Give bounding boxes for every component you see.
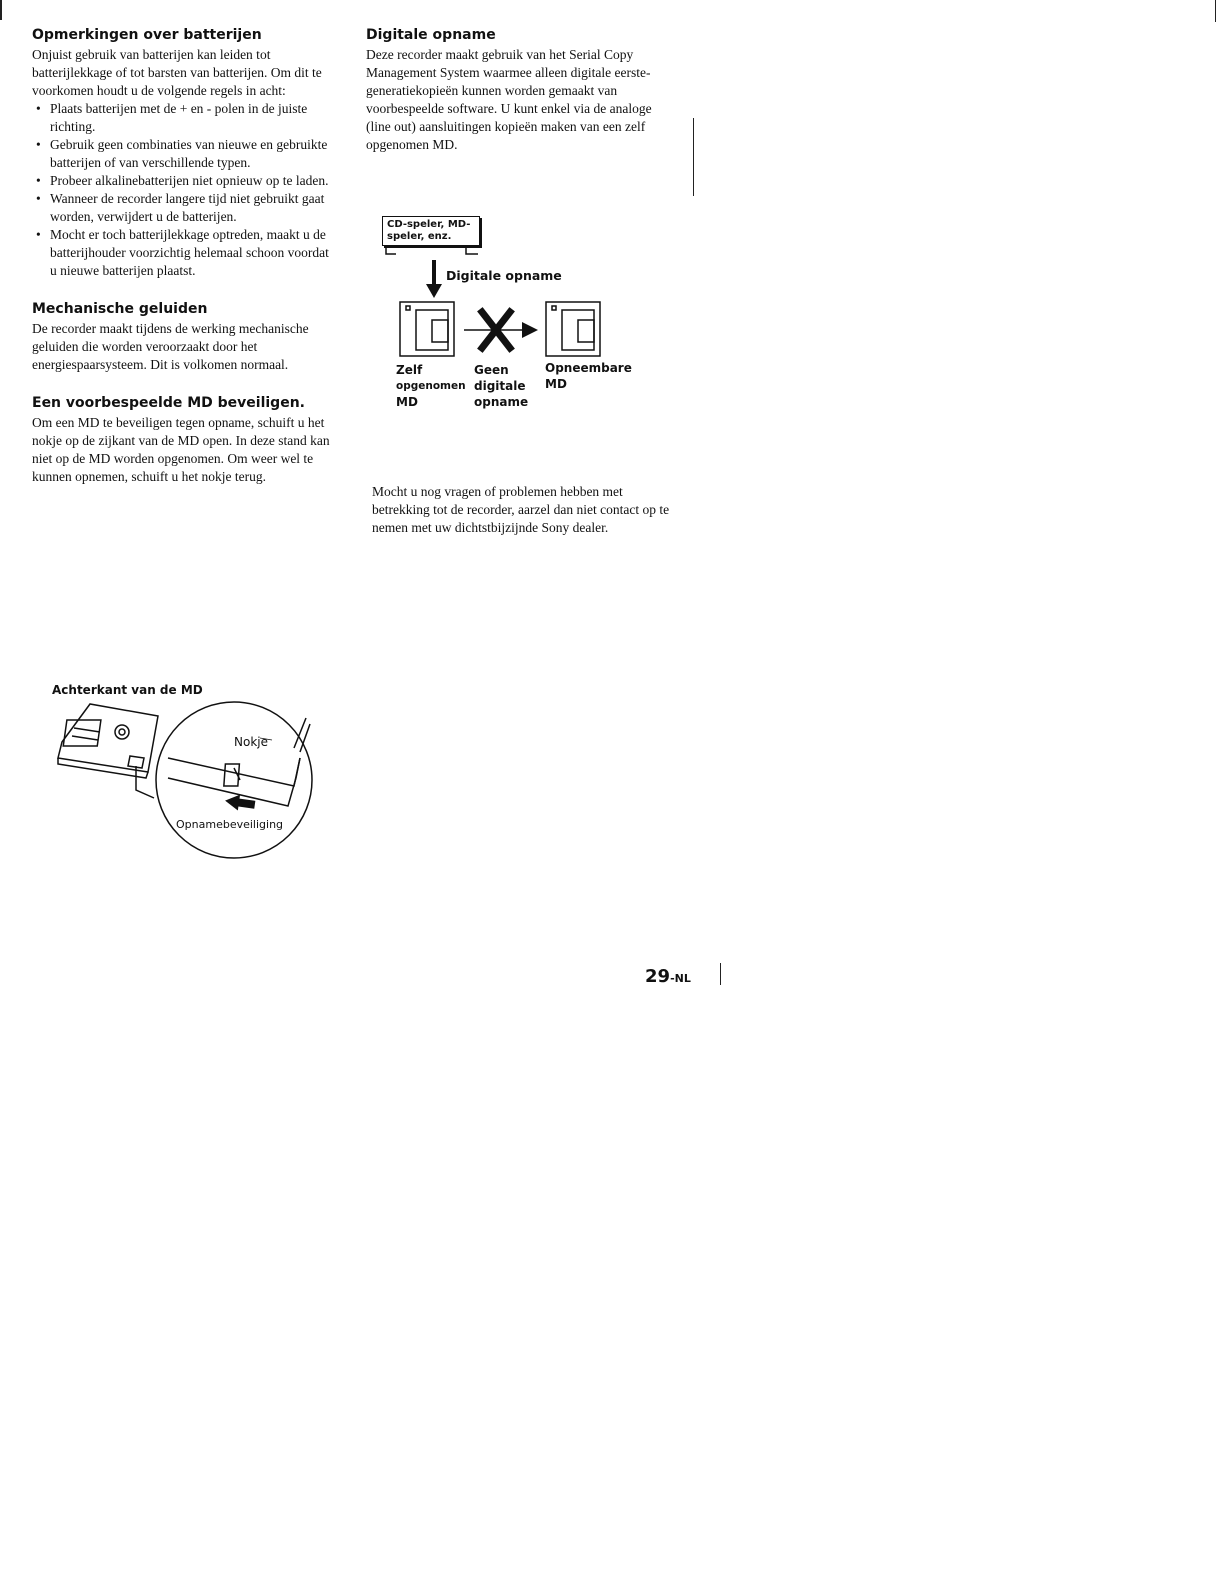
md-back-caption: Achterkant van de MD: [52, 683, 203, 697]
arrow-label: Digitale opname: [446, 268, 562, 283]
batteries-intro: Onjuist gebruik van batterijen kan leiden tot batterijlekkage of tot barsten van batterijen. Om dit te voorkomen houdt u de volgende regels in acht:: [32, 47, 322, 98]
label-none-line-1: Geen: [474, 363, 509, 377]
label-self-line-3: MD: [396, 395, 418, 409]
battery-rule-4: • Wanneer de recorder langere tijd niet gebruikt gaat worden, verwijdert u de batterijen.: [32, 190, 332, 226]
left-column: [32, 26, 332, 506]
battery-rule-3: • Probeer alkalinebatterijen niet opnieuw op te laden.: [32, 172, 332, 190]
protect-body: Om een MD te beveiligen tegen opname, schuift u het nokje op de zijkant van de MD open. In deze stand kan niet op de MD worden opgenomen. Om weer wel te kunnen opnemen, schuift u het nokje terug.: [32, 415, 330, 484]
label-rec-line-2: MD: [545, 377, 567, 391]
source-device-label: CD-speler, MD-speler, enz.: [387, 219, 471, 242]
label-none-line-2: digitale: [474, 379, 526, 393]
md-back-figure: [44, 680, 344, 870]
right-column: [366, 26, 666, 174]
noise-body: De recorder maakt tijdens de werking mechanische geluiden die worden veroorzaakt door het energiespaarsysteem. Dit is volkomen normaal.: [32, 321, 309, 372]
protect-heading: Een voorbespeelde MD beveiligen.: [32, 395, 305, 411]
digital-copy-diagram: [370, 210, 670, 430]
slide-arrow-icon: [224, 793, 256, 813]
label-self-line-1: Zelf: [396, 363, 423, 377]
nokje-label: Nokje: [234, 735, 268, 749]
digital-section: [366, 26, 666, 154]
digital-heading: Digitale opname: [366, 27, 496, 43]
battery-rule-1: • Plaats batterijen met de + en - polen in de juiste richting.: [32, 100, 332, 136]
down-arrow-icon: [426, 260, 442, 298]
top-right-mark: [1215, 0, 1216, 22]
battery-rule-5: • Mocht er toch batterijlekkage optreden, maakt u de batterijhouder voorzichtig helemaal schoon voordat u nieuwe batterijen plaatst.: [32, 226, 332, 280]
digital-body: Deze recorder maakt gebruik van het Serial Copy Management System waarmee alleen digitale eerste-generatiekopieën kunnen worden gemaakt van voorbespeelde software. U kunt enkel via de analoge (line out) aansluitingen kopieën maken van een zelf opgenomen MD.: [366, 47, 652, 152]
footer-margin-mark: [720, 963, 721, 985]
page-number: [645, 966, 691, 987]
right-margin-mark: [693, 118, 694, 196]
label-recordable-md: [545, 360, 632, 392]
batteries-list: [32, 100, 332, 280]
md-back-illustration: [44, 698, 344, 873]
write-protect-label: Opnamebeveiliging: [176, 818, 284, 831]
left-edge-mark: [0, 0, 2, 20]
closing-note: Mocht u nog vragen of problemen hebben met betrekking tot de recorder, aarzel dan niet contact op te nemen met uw dichtstbijzijnde Sony dealer.: [372, 484, 670, 535]
label-self-line-2: opgenomen: [396, 380, 466, 392]
noise-heading: Mechanische geluiden: [32, 301, 208, 317]
label-rec-line-1: Opneembare: [545, 361, 632, 375]
batteries-heading: Opmerkingen over batterijen: [32, 27, 262, 43]
forward-arrow-icon: [522, 322, 538, 338]
label-none-line-3: opname: [474, 395, 529, 409]
battery-rule-2: • Gebruik geen combinaties van nieuwe en gebruikte batterijen of van verschillende typen.: [32, 136, 332, 172]
label-self-recorded: [396, 362, 466, 410]
noise-section: [32, 300, 332, 374]
label-no-digital: [474, 362, 528, 410]
page-number-suffix: -NL: [670, 972, 691, 985]
batteries-section: [32, 26, 332, 280]
page-number-value: 29: [645, 966, 671, 987]
source-device-box: [382, 216, 480, 246]
protect-section: [32, 394, 332, 486]
